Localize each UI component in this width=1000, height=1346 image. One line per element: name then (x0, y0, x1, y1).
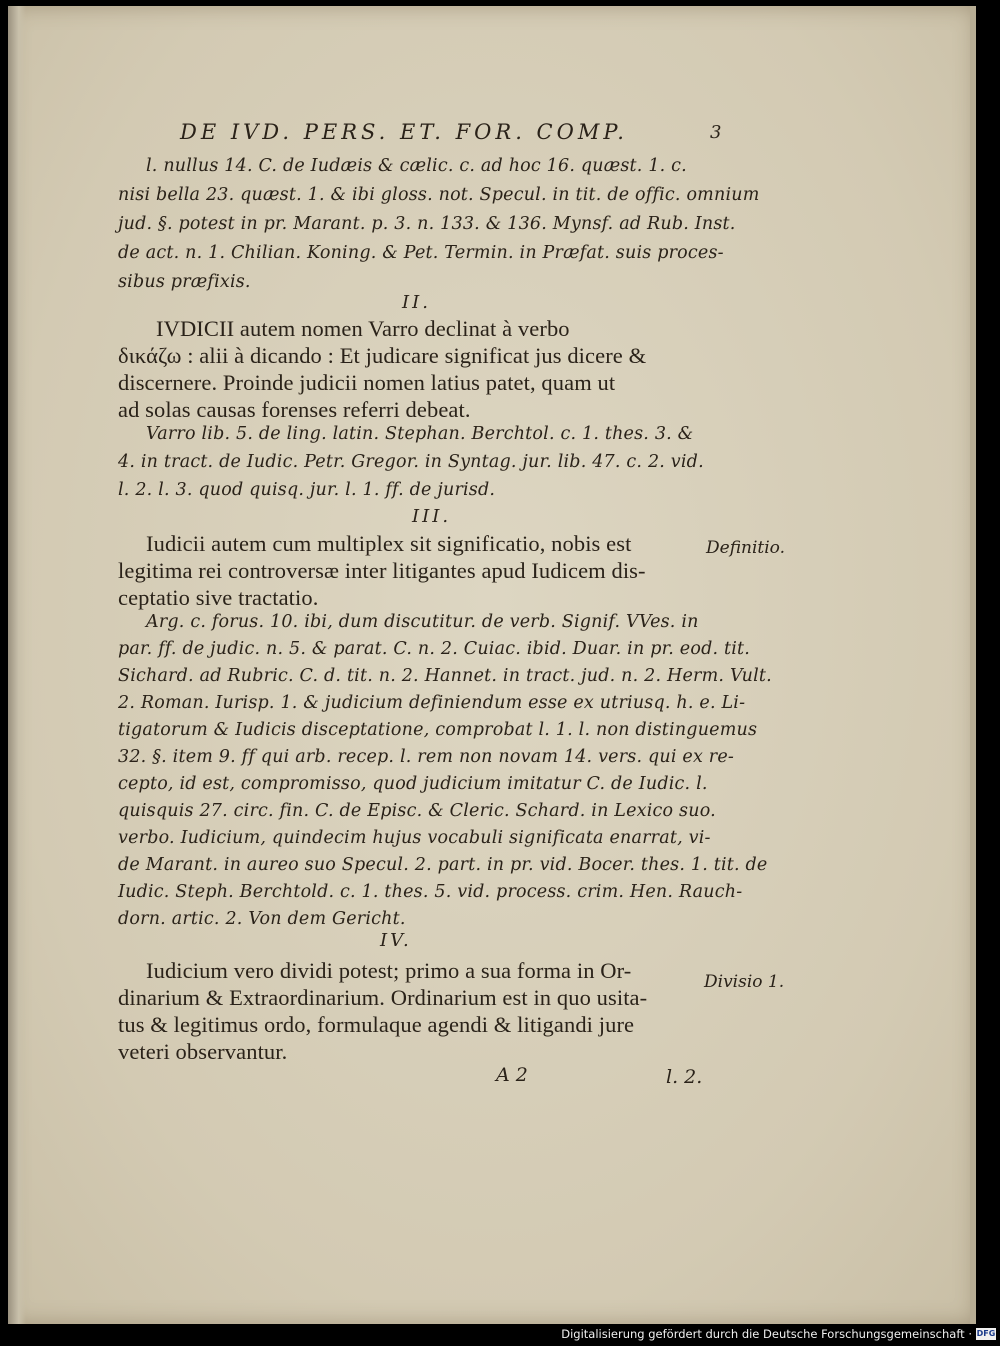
citation-line: verbo. Iudicium, quindecim hujus vocabuli significata enarrat, vi- (118, 828, 711, 848)
citation-line: 4. in tract. de Iudic. Petr. Gregor. in Syntag. jur. lib. 47. c. 2. vid. (118, 452, 704, 472)
page-edge (970, 6, 976, 1324)
citation-line: 32. §. item 9. ff qui arb. recep. l. rem non novam 14. vers. qui ex re- (118, 747, 735, 767)
body-text-line: legitima rei controversæ inter litigantes apud Iudicem dis- (118, 558, 646, 583)
section-number: II. (402, 292, 431, 313)
citation-line: nisi bella 23. quæst. 1. & ibi gloss. not. Specul. in tit. de offic. omnium (118, 185, 760, 205)
margin-note: Divisio 1. (704, 972, 785, 992)
citation-line: Arg. c. forus. 10. ibi, dum discutitur. de verb. Signif. VVes. in (146, 612, 699, 632)
body-text-line: Iudicium vero dividi potest; primo a sua forma in Or- (146, 958, 632, 983)
citation-line: par. ff. de judic. n. 5. & parat. C. n. 2. Cuiac. ibid. Duar. in pr. eod. tit. (118, 639, 751, 659)
body-text-line: ceptatio sive tractatio. (118, 585, 319, 610)
signature-mark: A 2 (496, 1064, 528, 1086)
body-text-line: Iudicii autem cum multiplex sit significatio, nobis est (146, 531, 632, 556)
body-text-line: veteri observantur. (118, 1039, 288, 1064)
body-text-line: δικάζω : alii à dicando : Et judicare significat jus dicere & (118, 343, 647, 368)
body-text-line: IVDICII autem nomen Varro declinat à verbo (156, 316, 570, 341)
book-spine-shadow (8, 6, 26, 1324)
page-number: 3 (710, 122, 722, 143)
body-text-line: discernere. Proinde judicii nomen latius patet, quam ut (118, 370, 616, 395)
running-head: DE IVD. PERS. ET. FOR. COMP. (180, 120, 628, 144)
body-text-line: ad solas causas forenses referri debeat. (118, 397, 471, 422)
citation-line: Varro lib. 5. de ling. latin. Stephan. Berchtol. c. 1. thes. 3. & (146, 424, 694, 444)
funding-credit: Digitalisierung gefördert durch die Deutsche Forschungsgemeinschaft · (561, 1327, 972, 1341)
citation-line: cepto, id est, compromisso, quod judicium imitatur C. de Iudic. l. (118, 774, 708, 794)
dfg-logo: DFG (976, 1329, 996, 1338)
citation-line: jud. §. potest in pr. Marant. p. 3. n. 133. & 136. Mynsf. ad Rub. Inst. (118, 214, 736, 234)
citation-line: Sichard. ad Rubric. C. d. tit. n. 2. Hannet. in tract. jud. n. 2. Herm. Vult. (118, 666, 772, 686)
citation-line: quisquis 27. circ. fin. C. de Episc. & Cleric. Schard. in Lexico suo. (118, 801, 716, 821)
catchword: l. 2. (666, 1066, 703, 1088)
citation-line: dorn. artic. 2. Von dem Gericht. (118, 909, 406, 929)
citation-line: 2. Roman. Iurisp. 1. & judicium definiendum esse ex utriusq. h. e. Li- (118, 693, 746, 713)
margin-note: Definitio. (706, 538, 786, 558)
citation-line: l. nullus 14. C. de Iudæis & cælic. c. ad hoc 16. quæst. 1. c. (146, 156, 687, 176)
book-page (8, 6, 976, 1324)
citation-line: de Marant. in aureo suo Specul. 2. part. in pr. vid. Bocer. thes. 1. tit. de (118, 855, 768, 875)
citation-line: tigatorum & Iudicis disceptatione, comprobat l. 1. l. non distinguemus (118, 720, 758, 740)
citation-line: Iudic. Steph. Berchtold. c. 1. thes. 5. vid. process. crim. Hen. Rauch- (118, 882, 743, 902)
citation-line: l. 2. l. 3. quod quisq. jur. l. 1. ff. de jurisd. (118, 480, 496, 500)
section-number: IV. (380, 930, 412, 951)
body-text-line: tus & legitimus ordo, formulaque agendi & litigandi jure (118, 1012, 635, 1037)
citation-line: de act. n. 1. Chilian. Koning. & Pet. Termin. in Præfat. suis proces- (118, 243, 724, 263)
body-text-line: dinarium & Extraordinarium. Ordinarium est in quo usita- (118, 985, 648, 1010)
section-number: III. (412, 506, 452, 527)
citation-line: sibus præfixis. (118, 272, 251, 292)
footer-bar (0, 1324, 1000, 1346)
